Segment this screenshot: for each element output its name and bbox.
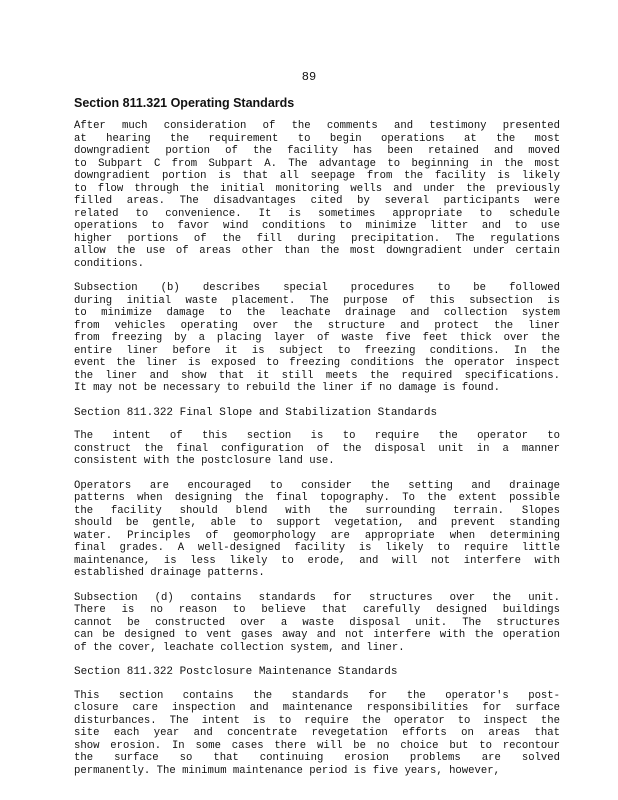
paragraph-line: downgradient portion is that all seepage from the facility is likely (74, 170, 560, 182)
paragraph-line: allow the use of areas other than the most downgradient under certain (74, 245, 560, 257)
paragraph-line: disturbances. The intent is to require the operator to inspect the (74, 714, 560, 727)
paragraph-line: to minimize damage to the leachate drainage and collection system (74, 307, 560, 319)
paragraph (74, 120, 560, 270)
paragraph-line: of the cover, leachate collection system, and liner. (74, 641, 405, 654)
paragraph-line: at hearing the requirement to begin operations at the most (74, 132, 560, 145)
paragraph-line: operations to favor wind conditions to minimize litter and to use (74, 220, 560, 232)
paragraph-line: the facility should blend with the surrounding terrain. Slopes (74, 504, 560, 517)
paragraph-line: It may not be necessary to rebuild the liner if no damage is found. (74, 382, 500, 394)
paragraph (74, 592, 560, 655)
section-heading: Section 811.321 Operating Standards (74, 96, 295, 110)
paragraph-line: Subsection (d) contains standards for structures over the unit. (74, 591, 560, 604)
page-number: 89 (301, 70, 317, 84)
paragraph-line: final grades. A well-designed facility is likely to require little (74, 542, 560, 554)
document-body (74, 96, 560, 789)
paragraph-line: to flow through the initial monitoring wells and under the previously (74, 182, 560, 195)
paragraph (74, 430, 560, 468)
paragraph-line: Subsection (b) describes special procedures to be followed (74, 282, 560, 294)
paragraph-line: consistent with the postclosure land use. (74, 455, 335, 467)
paragraph-line: water. Principles of geomorphology are appropriate when determining (74, 529, 560, 542)
paragraph-line: conditions. (74, 257, 144, 270)
paragraph-line: from vehicles operating over the structure and protect the liner (74, 319, 560, 332)
paragraph-line: related to convenience. It is sometimes appropriate to schedule (74, 207, 560, 220)
paragraph-line: permanently. The minimum maintenance period is five years, however, (74, 764, 500, 777)
paragraph-line: This section contains the standards for the operator's post- (74, 689, 560, 702)
paragraph-line: from freezing by a placing layer of waste five feet thick over the (74, 332, 560, 344)
paragraph (74, 282, 560, 395)
section-heading: Section 811.322 Postclosure Maintenance Standards (74, 666, 398, 678)
paragraph-line: filled areas. The disadvantages cited by several participants were (74, 195, 560, 207)
paragraph-line: site each year and concentrate revegetation efforts on areas that (74, 727, 560, 739)
section-heading: Section 811.322 Final Slope and Stabilization Standards (74, 406, 438, 419)
paragraph-line: closure care inspection and maintenance responsibilities for surface (74, 702, 560, 714)
paragraph-line: can be designed to vent gases away and not interfere with the operation (74, 629, 560, 641)
paragraph-line: downgradient portion of the facility has been retained and moved (74, 145, 560, 157)
paragraph-line: Operators are encouraged to consider the setting and drainage (74, 479, 560, 492)
paragraph-line: established drainage patterns. (74, 567, 265, 579)
paragraph-line: during initial waste placement. The purpose of this subsection is (74, 294, 560, 307)
paragraph-line: show erosion. In some cases there will be no choice but to recontour (74, 739, 560, 752)
paragraph-line: There is no reason to believe that carefully designed buildings (74, 604, 560, 616)
paragraph-line: construct the final configuration of the disposal unit in a manner (74, 442, 560, 455)
paragraph-line: to Subpart C from Subpart A. The advantage to beginning in the most (74, 157, 560, 170)
paragraph-line: higher portions of the fill during precipitation. The regulations (74, 232, 560, 245)
paragraph (74, 690, 560, 778)
paragraph (74, 480, 560, 580)
paragraph-line: the liner and show that it still meets the required specifications. (74, 369, 560, 382)
paragraph-line: entire liner before it is subject to freezing conditions. In the (74, 344, 560, 357)
paragraph-line: After much consideration of the comments and testimony presented (74, 120, 560, 132)
paragraph-line: patterns when designing the final topography. To the extent possible (74, 492, 560, 504)
paragraph-line: The intent of this section is to require the operator to (74, 430, 560, 442)
paragraph-line: event the liner is exposed to freezing conditions the operator inspect (74, 357, 560, 369)
paragraph-line: the surface so that continuing erosion problems are solved (74, 752, 560, 764)
paragraph-line: maintenance, is less likely to erode, and will not interfere with (74, 554, 560, 567)
paragraph-line: cannot be constructed over a waste disposal unit. The structures (74, 616, 560, 629)
paragraph-line: should be gentle, able to support vegetation, and prevent standing (74, 517, 560, 529)
